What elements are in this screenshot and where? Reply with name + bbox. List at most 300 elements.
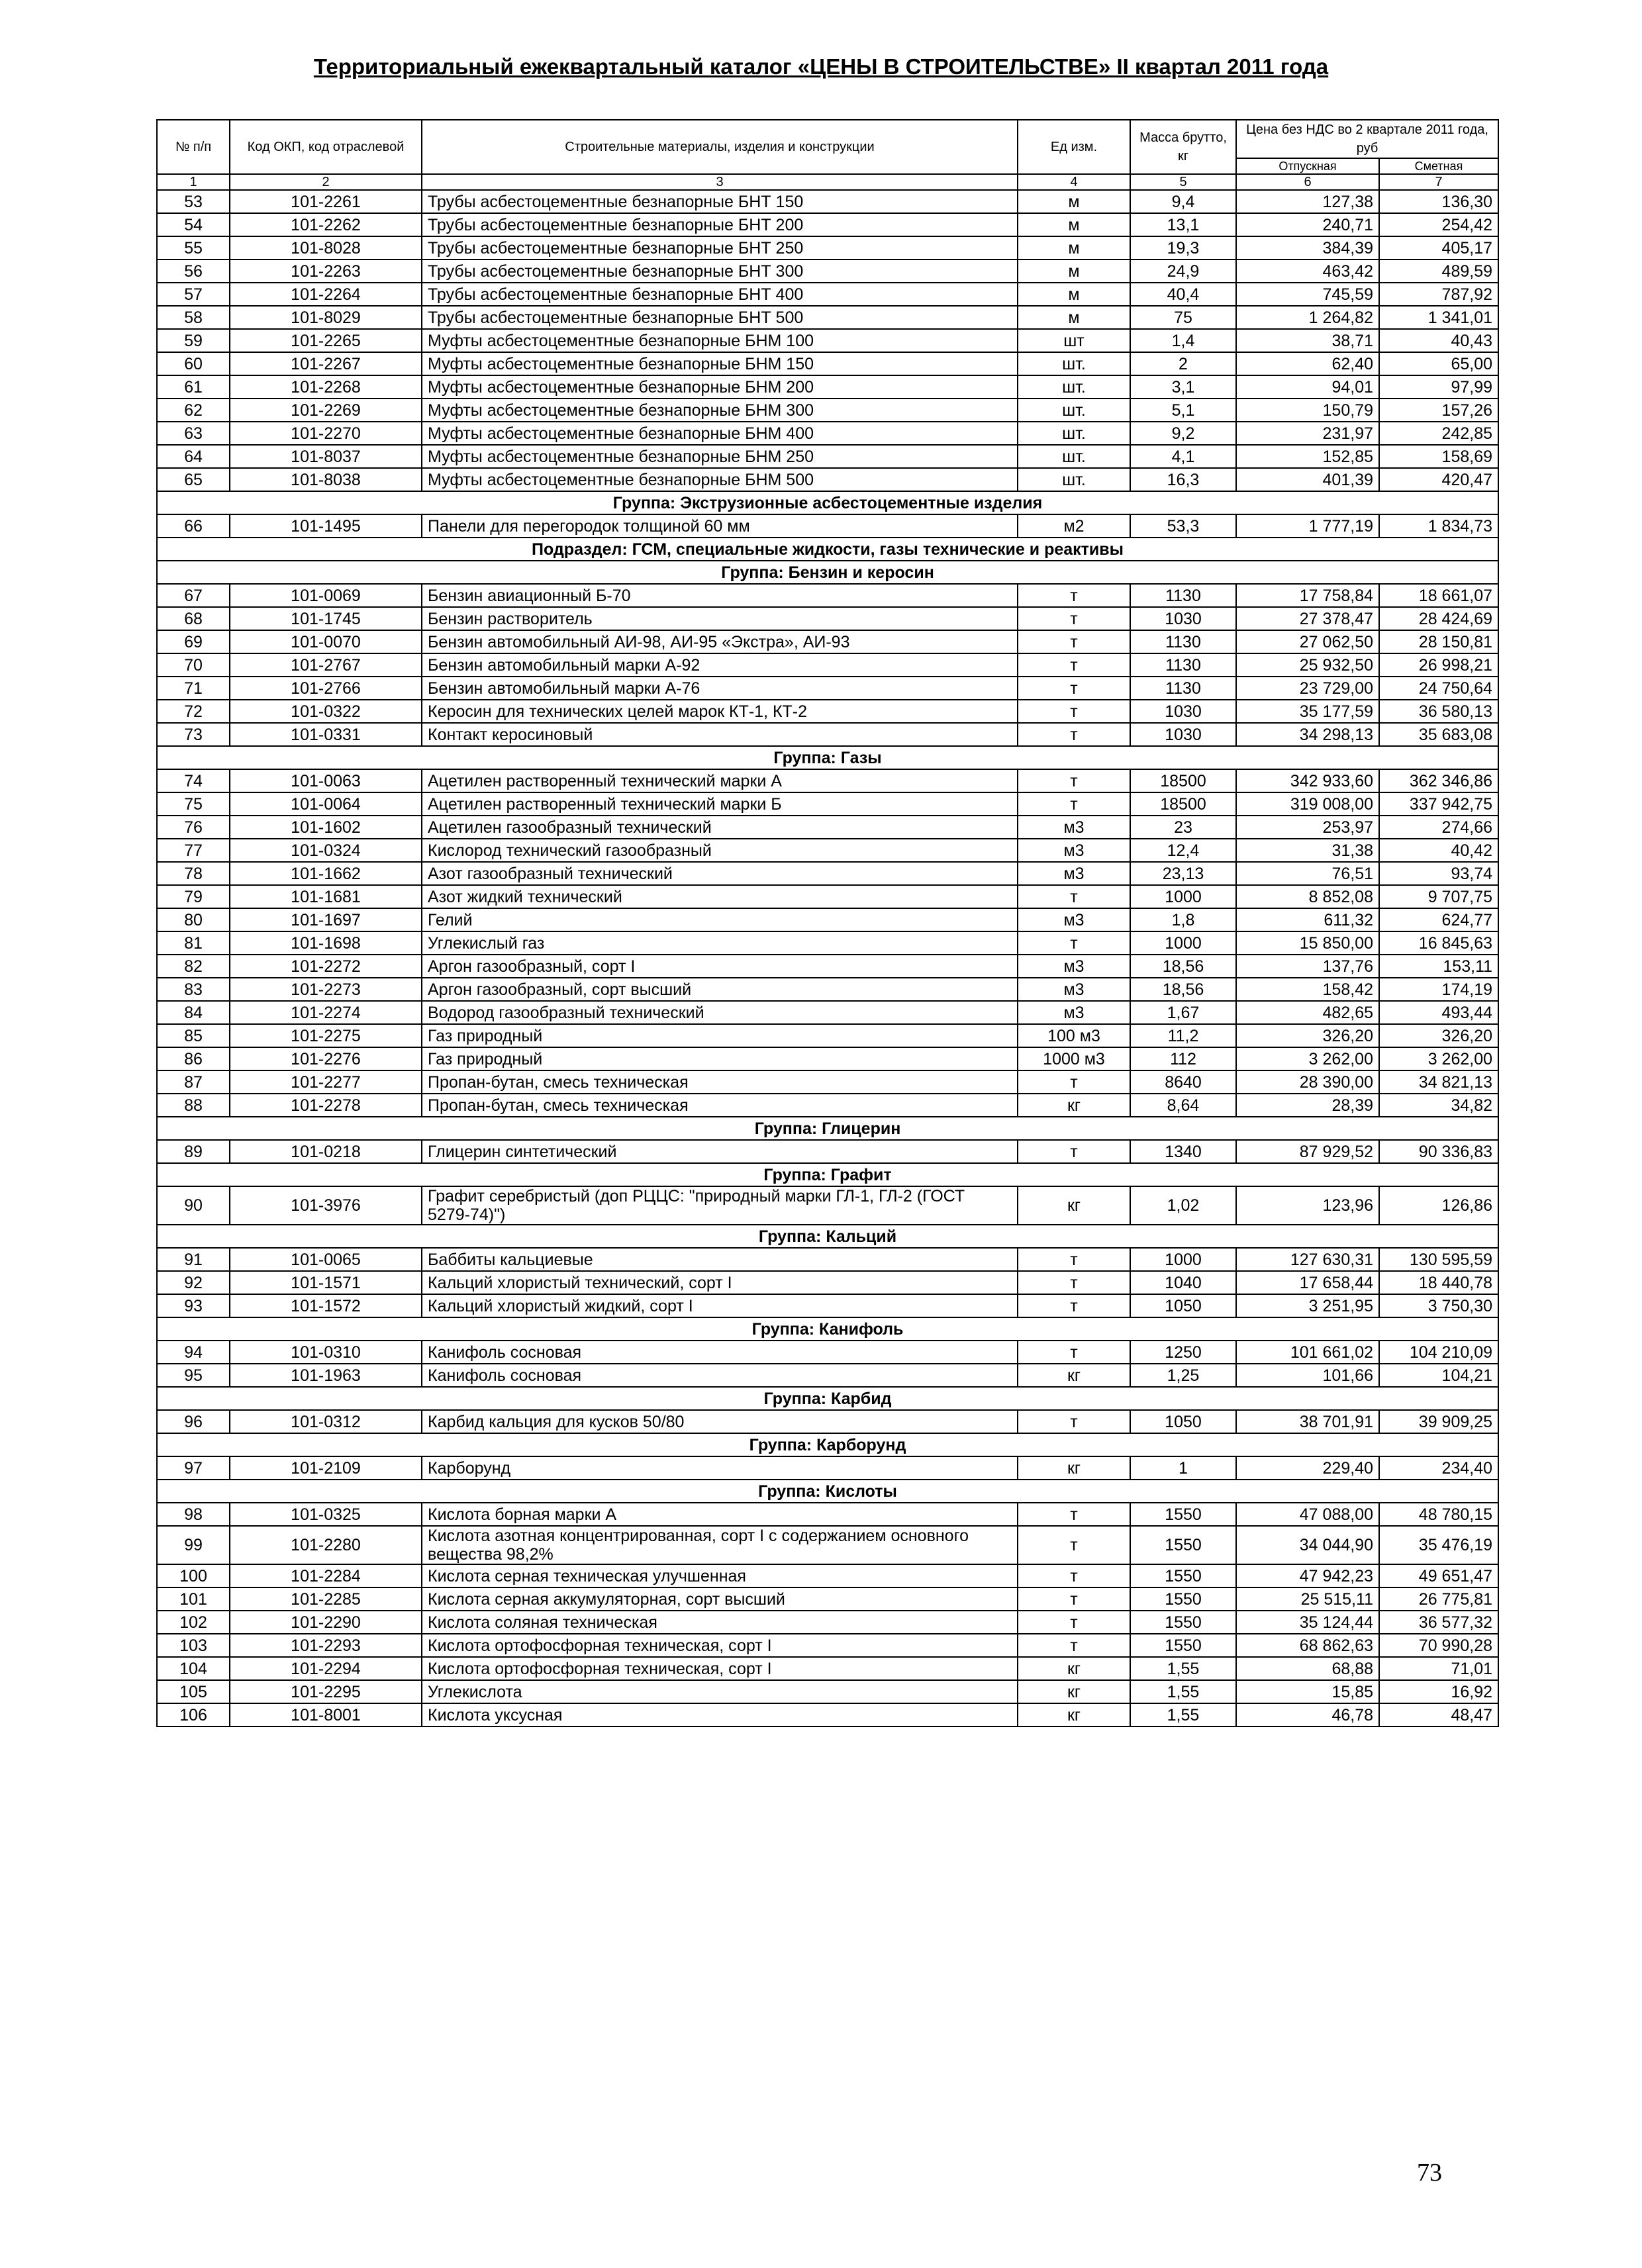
unit-cell: т bbox=[1018, 630, 1130, 653]
row-number-cell: 94 bbox=[157, 1341, 230, 1364]
okp-code-cell: 101-1698 bbox=[230, 931, 422, 955]
okp-code-cell: 101-1571 bbox=[230, 1271, 422, 1294]
gross-mass-cell: 53,3 bbox=[1130, 514, 1236, 538]
group-heading: Группа: Карборунд bbox=[157, 1433, 1498, 1456]
estimate-price-cell: 48,47 bbox=[1379, 1703, 1498, 1726]
material-name-cell: Канифоль сосновая bbox=[422, 1364, 1018, 1387]
unit-cell: кг bbox=[1018, 1456, 1130, 1480]
unit-cell: м3 bbox=[1018, 978, 1130, 1001]
material-name-cell: Углекислый газ bbox=[422, 931, 1018, 955]
row-number-cell: 102 bbox=[157, 1611, 230, 1634]
estimate-price-cell: 26 775,81 bbox=[1379, 1587, 1498, 1611]
okp-code-cell: 101-2290 bbox=[230, 1611, 422, 1634]
page-title: Территориальный ежеквартальный каталог «ЦЕНЫ В СТРОИТЕЛЬСТВЕ» II квартал 2011 года bbox=[313, 54, 1329, 79]
release-price-cell: 463,42 bbox=[1236, 260, 1379, 283]
gross-mass-cell: 12,4 bbox=[1130, 839, 1236, 862]
material-name-cell: Кислота уксусная bbox=[422, 1703, 1018, 1726]
unit-cell: т bbox=[1018, 1587, 1130, 1611]
unit-cell: м bbox=[1018, 190, 1130, 213]
estimate-price-cell: 126,86 bbox=[1379, 1186, 1498, 1225]
material-name-cell: Водород газообразный технический bbox=[422, 1001, 1018, 1024]
estimate-price-cell: 157,26 bbox=[1379, 399, 1498, 422]
gross-mass-cell: 18,56 bbox=[1130, 978, 1236, 1001]
group-heading: Группа: Экструзионные асбестоцементные изделия bbox=[157, 491, 1498, 514]
unit-cell: м bbox=[1018, 213, 1130, 236]
column-index: 6 bbox=[1236, 174, 1379, 190]
gross-mass-cell: 11,2 bbox=[1130, 1024, 1236, 1047]
gross-mass-cell: 23 bbox=[1130, 816, 1236, 839]
row-number-cell: 63 bbox=[157, 422, 230, 445]
okp-code-cell: 101-0322 bbox=[230, 700, 422, 723]
unit-cell: т bbox=[1018, 792, 1130, 816]
estimate-price-cell: 35 476,19 bbox=[1379, 1526, 1498, 1564]
gross-mass-cell: 1030 bbox=[1130, 607, 1236, 630]
material-name-cell: Баббиты кальциевые bbox=[422, 1248, 1018, 1271]
release-price-cell: 384,39 bbox=[1236, 236, 1379, 260]
okp-code-cell: 101-0070 bbox=[230, 630, 422, 653]
row-number-cell: 66 bbox=[157, 514, 230, 538]
release-price-cell: 25 932,50 bbox=[1236, 653, 1379, 677]
group-heading-row bbox=[157, 1117, 1498, 1140]
row-number-cell: 89 bbox=[157, 1140, 230, 1163]
table-row bbox=[157, 1140, 1498, 1163]
estimate-price-cell: 136,30 bbox=[1379, 190, 1498, 213]
material-name-cell: Кислота серная техническая улучшенная bbox=[422, 1564, 1018, 1587]
material-name-cell: Кислород технический газообразный bbox=[422, 839, 1018, 862]
gross-mass-cell: 1130 bbox=[1130, 653, 1236, 677]
release-price-cell: 31,38 bbox=[1236, 839, 1379, 862]
okp-code-cell: 101-3976 bbox=[230, 1186, 422, 1225]
estimate-price-cell: 24 750,64 bbox=[1379, 677, 1498, 700]
gross-mass-cell: 112 bbox=[1130, 1047, 1236, 1070]
table-row bbox=[157, 1070, 1498, 1094]
okp-code-cell: 101-2285 bbox=[230, 1587, 422, 1611]
table-row bbox=[157, 260, 1498, 283]
table-row bbox=[157, 1186, 1498, 1225]
release-price-cell: 240,71 bbox=[1236, 213, 1379, 236]
okp-code-cell: 101-0312 bbox=[230, 1410, 422, 1433]
release-price-cell: 101 661,02 bbox=[1236, 1341, 1379, 1364]
table-row bbox=[157, 978, 1498, 1001]
row-number-cell: 105 bbox=[157, 1680, 230, 1703]
table-row bbox=[157, 329, 1498, 352]
table-row bbox=[157, 1248, 1498, 1271]
col-header-estimate-price: Сметная bbox=[1379, 158, 1498, 174]
unit-cell: м3 bbox=[1018, 862, 1130, 885]
group-heading-row bbox=[157, 1317, 1498, 1341]
gross-mass-cell: 1550 bbox=[1130, 1611, 1236, 1634]
unit-cell: т bbox=[1018, 1564, 1130, 1587]
row-number-cell: 68 bbox=[157, 607, 230, 630]
row-number-cell: 80 bbox=[157, 908, 230, 931]
unit-cell: т bbox=[1018, 1341, 1130, 1364]
unit-cell: кг bbox=[1018, 1094, 1130, 1117]
okp-code-cell: 101-2264 bbox=[230, 283, 422, 306]
row-number-cell: 100 bbox=[157, 1564, 230, 1587]
row-number-cell: 101 bbox=[157, 1587, 230, 1611]
unit-cell: т bbox=[1018, 1503, 1130, 1526]
unit-cell: м3 bbox=[1018, 1001, 1130, 1024]
material-name-cell: Ацетилен газообразный технический bbox=[422, 816, 1018, 839]
material-name-cell: Кислота азотная концентрированная, сорт I с содержанием основного вещества 98,2% bbox=[422, 1526, 1018, 1564]
row-number-cell: 98 bbox=[157, 1503, 230, 1526]
unit-cell: шт. bbox=[1018, 445, 1130, 468]
gross-mass-cell: 1340 bbox=[1130, 1140, 1236, 1163]
estimate-price-cell: 362 346,86 bbox=[1379, 769, 1498, 792]
row-number-cell: 85 bbox=[157, 1024, 230, 1047]
okp-code-cell: 101-2295 bbox=[230, 1680, 422, 1703]
estimate-price-cell: 174,19 bbox=[1379, 978, 1498, 1001]
estimate-price-cell: 3 262,00 bbox=[1379, 1047, 1498, 1070]
estimate-price-cell: 28 150,81 bbox=[1379, 630, 1498, 653]
material-name-cell: Трубы асбестоцементные безнапорные БНТ 200 bbox=[422, 213, 1018, 236]
material-name-cell: Панели для перегородок толщиной 60 мм bbox=[422, 514, 1018, 538]
estimate-price-cell: 153,11 bbox=[1379, 955, 1498, 978]
estimate-price-cell: 337 942,75 bbox=[1379, 792, 1498, 816]
row-number-cell: 91 bbox=[157, 1248, 230, 1271]
unit-cell: т bbox=[1018, 1410, 1130, 1433]
release-price-cell: 38,71 bbox=[1236, 329, 1379, 352]
column-index: 5 bbox=[1130, 174, 1236, 190]
okp-code-cell: 101-0063 bbox=[230, 769, 422, 792]
estimate-price-cell: 158,69 bbox=[1379, 445, 1498, 468]
table-row bbox=[157, 1564, 1498, 1587]
release-price-cell: 34 298,13 bbox=[1236, 723, 1379, 746]
column-index: 2 bbox=[230, 174, 422, 190]
gross-mass-cell: 40,4 bbox=[1130, 283, 1236, 306]
group-heading: Группа: Газы bbox=[157, 746, 1498, 769]
estimate-price-cell: 420,47 bbox=[1379, 468, 1498, 491]
gross-mass-cell: 18500 bbox=[1130, 769, 1236, 792]
okp-code-cell: 101-0069 bbox=[230, 584, 422, 607]
estimate-price-cell: 242,85 bbox=[1379, 422, 1498, 445]
okp-code-cell: 101-2261 bbox=[230, 190, 422, 213]
unit-cell: т bbox=[1018, 931, 1130, 955]
unit-cell: шт bbox=[1018, 329, 1130, 352]
row-number-cell: 75 bbox=[157, 792, 230, 816]
gross-mass-cell: 1050 bbox=[1130, 1410, 1236, 1433]
release-price-cell: 3 251,95 bbox=[1236, 1294, 1379, 1317]
unit-cell: т bbox=[1018, 885, 1130, 908]
row-number-cell: 82 bbox=[157, 955, 230, 978]
okp-code-cell: 101-0325 bbox=[230, 1503, 422, 1526]
table-row bbox=[157, 514, 1498, 538]
okp-code-cell: 101-1681 bbox=[230, 885, 422, 908]
row-number-cell: 74 bbox=[157, 769, 230, 792]
unit-cell: т bbox=[1018, 1070, 1130, 1094]
estimate-price-cell: 36 580,13 bbox=[1379, 700, 1498, 723]
release-price-cell: 46,78 bbox=[1236, 1703, 1379, 1726]
okp-code-cell: 101-0324 bbox=[230, 839, 422, 862]
release-price-cell: 1 264,82 bbox=[1236, 306, 1379, 329]
unit-cell: м bbox=[1018, 306, 1130, 329]
release-price-cell: 127,38 bbox=[1236, 190, 1379, 213]
unit-cell: т bbox=[1018, 700, 1130, 723]
material-name-cell: Бензин автомобильный АИ-98, АИ-95 «Экстра», АИ-93 bbox=[422, 630, 1018, 653]
okp-code-cell: 101-2766 bbox=[230, 677, 422, 700]
material-name-cell: Муфты асбестоцементные безнапорные БНМ 250 bbox=[422, 445, 1018, 468]
release-price-cell: 17 758,84 bbox=[1236, 584, 1379, 607]
release-price-cell: 17 658,44 bbox=[1236, 1271, 1379, 1294]
okp-code-cell: 101-2268 bbox=[230, 375, 422, 399]
okp-code-cell: 101-2280 bbox=[230, 1526, 422, 1564]
estimate-price-cell: 274,66 bbox=[1379, 816, 1498, 839]
column-index-row bbox=[157, 174, 1498, 190]
material-name-cell: Азот газообразный технический bbox=[422, 862, 1018, 885]
estimate-price-cell: 36 577,32 bbox=[1379, 1611, 1498, 1634]
table-row bbox=[157, 1024, 1498, 1047]
subsection-heading: Подраздел: ГСМ, специальные жидкости, газы технические и реактивы bbox=[157, 538, 1498, 561]
table-row bbox=[157, 1271, 1498, 1294]
gross-mass-cell: 1,55 bbox=[1130, 1680, 1236, 1703]
unit-cell: т bbox=[1018, 723, 1130, 746]
gross-mass-cell: 75 bbox=[1130, 306, 1236, 329]
table-row bbox=[157, 1703, 1498, 1726]
row-number-cell: 90 bbox=[157, 1186, 230, 1225]
gross-mass-cell: 2 bbox=[1130, 352, 1236, 375]
okp-code-cell: 101-2767 bbox=[230, 653, 422, 677]
estimate-price-cell: 71,01 bbox=[1379, 1657, 1498, 1680]
unit-cell: кг bbox=[1018, 1657, 1130, 1680]
group-heading-row bbox=[157, 1387, 1498, 1410]
gross-mass-cell: 18,56 bbox=[1130, 955, 1236, 978]
row-number-cell: 55 bbox=[157, 236, 230, 260]
okp-code-cell: 101-8001 bbox=[230, 1703, 422, 1726]
unit-cell: кг bbox=[1018, 1680, 1130, 1703]
gross-mass-cell: 1 bbox=[1130, 1456, 1236, 1480]
table-row bbox=[157, 1634, 1498, 1657]
unit-cell: м bbox=[1018, 283, 1130, 306]
group-heading-row bbox=[157, 1163, 1498, 1186]
estimate-price-cell: 16 845,63 bbox=[1379, 931, 1498, 955]
material-name-cell: Графит серебристый (доп РЦЦС: "природный марки ГЛ-1, ГЛ-2 (ГОСТ 5279-74)") bbox=[422, 1186, 1018, 1225]
table-row bbox=[157, 584, 1498, 607]
group-heading: Группа: Графит bbox=[157, 1163, 1498, 1186]
release-price-cell: 342 933,60 bbox=[1236, 769, 1379, 792]
estimate-price-cell: 49 651,47 bbox=[1379, 1564, 1498, 1587]
col-header-release-price: Отпускная bbox=[1236, 158, 1379, 174]
gross-mass-cell: 24,9 bbox=[1130, 260, 1236, 283]
okp-code-cell: 101-8038 bbox=[230, 468, 422, 491]
row-number-cell: 92 bbox=[157, 1271, 230, 1294]
table-row bbox=[157, 1410, 1498, 1433]
unit-cell: м bbox=[1018, 260, 1130, 283]
unit-cell: т bbox=[1018, 584, 1130, 607]
table-row bbox=[157, 399, 1498, 422]
estimate-price-cell: 35 683,08 bbox=[1379, 723, 1498, 746]
material-name-cell: Муфты асбестоцементные безнапорные БНМ 100 bbox=[422, 329, 1018, 352]
material-name-cell: Карборунд bbox=[422, 1456, 1018, 1480]
release-price-cell: 35 124,44 bbox=[1236, 1611, 1379, 1634]
unit-cell: шт. bbox=[1018, 468, 1130, 491]
material-name-cell: Бензин растворитель bbox=[422, 607, 1018, 630]
release-price-cell: 23 729,00 bbox=[1236, 677, 1379, 700]
table-row bbox=[157, 1364, 1498, 1387]
release-price-cell: 745,59 bbox=[1236, 283, 1379, 306]
table-row bbox=[157, 1526, 1498, 1564]
release-price-cell: 326,20 bbox=[1236, 1024, 1379, 1047]
row-number-cell: 83 bbox=[157, 978, 230, 1001]
release-price-cell: 137,76 bbox=[1236, 955, 1379, 978]
okp-code-cell: 101-1495 bbox=[230, 514, 422, 538]
release-price-cell: 62,40 bbox=[1236, 352, 1379, 375]
table-row bbox=[157, 630, 1498, 653]
table-row bbox=[157, 955, 1498, 978]
release-price-cell: 150,79 bbox=[1236, 399, 1379, 422]
row-number-cell: 78 bbox=[157, 862, 230, 885]
release-price-cell: 15 850,00 bbox=[1236, 931, 1379, 955]
gross-mass-cell: 19,3 bbox=[1130, 236, 1236, 260]
release-price-cell: 229,40 bbox=[1236, 1456, 1379, 1480]
estimate-price-cell: 16,92 bbox=[1379, 1680, 1498, 1703]
row-number-cell: 71 bbox=[157, 677, 230, 700]
gross-mass-cell: 1250 bbox=[1130, 1341, 1236, 1364]
gross-mass-cell: 9,2 bbox=[1130, 422, 1236, 445]
gross-mass-cell: 8640 bbox=[1130, 1070, 1236, 1094]
release-price-cell: 34 044,90 bbox=[1236, 1526, 1379, 1564]
unit-cell: 1000 м3 bbox=[1018, 1047, 1130, 1070]
row-number-cell: 99 bbox=[157, 1526, 230, 1564]
column-index: 3 bbox=[422, 174, 1018, 190]
release-price-cell: 15,85 bbox=[1236, 1680, 1379, 1703]
okp-code-cell: 101-2272 bbox=[230, 955, 422, 978]
unit-cell: т bbox=[1018, 1526, 1130, 1564]
estimate-price-cell: 18 440,78 bbox=[1379, 1271, 1498, 1294]
row-number-cell: 87 bbox=[157, 1070, 230, 1094]
price-table bbox=[156, 119, 1499, 1727]
table-row bbox=[157, 352, 1498, 375]
table-row bbox=[157, 723, 1498, 746]
estimate-price-cell: 34 821,13 bbox=[1379, 1070, 1498, 1094]
material-name-cell: Газ природный bbox=[422, 1047, 1018, 1070]
gross-mass-cell: 5,1 bbox=[1130, 399, 1236, 422]
estimate-price-cell: 1 834,73 bbox=[1379, 514, 1498, 538]
okp-code-cell: 101-2275 bbox=[230, 1024, 422, 1047]
unit-cell: т bbox=[1018, 653, 1130, 677]
row-number-cell: 86 bbox=[157, 1047, 230, 1070]
table-row bbox=[157, 885, 1498, 908]
estimate-price-cell: 130 595,59 bbox=[1379, 1248, 1498, 1271]
table-row bbox=[157, 677, 1498, 700]
unit-cell: м2 bbox=[1018, 514, 1130, 538]
okp-code-cell: 101-2267 bbox=[230, 352, 422, 375]
estimate-price-cell: 254,42 bbox=[1379, 213, 1498, 236]
table-row bbox=[157, 1294, 1498, 1317]
material-name-cell: Азот жидкий технический bbox=[422, 885, 1018, 908]
release-price-cell: 231,97 bbox=[1236, 422, 1379, 445]
unit-cell: м3 bbox=[1018, 908, 1130, 931]
estimate-price-cell: 90 336,83 bbox=[1379, 1140, 1498, 1163]
material-name-cell: Глицерин синтетический bbox=[422, 1140, 1018, 1163]
gross-mass-cell: 1130 bbox=[1130, 584, 1236, 607]
release-price-cell: 28 390,00 bbox=[1236, 1070, 1379, 1094]
estimate-price-cell: 70 990,28 bbox=[1379, 1634, 1498, 1657]
estimate-price-cell: 9 707,75 bbox=[1379, 885, 1498, 908]
estimate-price-cell: 40,42 bbox=[1379, 839, 1498, 862]
material-name-cell: Муфты асбестоцементные безнапорные БНМ 300 bbox=[422, 399, 1018, 422]
release-price-cell: 27 062,50 bbox=[1236, 630, 1379, 653]
estimate-price-cell: 40,43 bbox=[1379, 329, 1498, 352]
material-name-cell: Муфты асбестоцементные безнапорные БНМ 400 bbox=[422, 422, 1018, 445]
gross-mass-cell: 1050 bbox=[1130, 1294, 1236, 1317]
okp-code-cell: 101-2294 bbox=[230, 1657, 422, 1680]
group-heading-row bbox=[157, 1433, 1498, 1456]
material-name-cell: Керосин для технических целей марок КТ-1, КТ-2 bbox=[422, 700, 1018, 723]
estimate-price-cell: 34,82 bbox=[1379, 1094, 1498, 1117]
okp-code-cell: 101-2273 bbox=[230, 978, 422, 1001]
table-row bbox=[157, 769, 1498, 792]
row-number-cell: 88 bbox=[157, 1094, 230, 1117]
unit-cell: шт. bbox=[1018, 352, 1130, 375]
material-name-cell: Кислота соляная техническая bbox=[422, 1611, 1018, 1634]
okp-code-cell: 101-2263 bbox=[230, 260, 422, 283]
group-heading: Группа: Кислоты bbox=[157, 1480, 1498, 1503]
unit-cell: т bbox=[1018, 1248, 1130, 1271]
material-name-cell: Газ природный bbox=[422, 1024, 1018, 1047]
page-number: 73 bbox=[1417, 2159, 1442, 2187]
okp-code-cell: 101-0065 bbox=[230, 1248, 422, 1271]
group-heading: Группа: Канифоль bbox=[157, 1317, 1498, 1341]
column-index: 4 bbox=[1018, 174, 1130, 190]
okp-code-cell: 101-2269 bbox=[230, 399, 422, 422]
row-number-cell: 104 bbox=[157, 1657, 230, 1680]
gross-mass-cell: 1550 bbox=[1130, 1503, 1236, 1526]
table-row bbox=[157, 839, 1498, 862]
okp-code-cell: 101-1602 bbox=[230, 816, 422, 839]
material-name-cell: Трубы асбестоцементные безнапорные БНТ 250 bbox=[422, 236, 1018, 260]
gross-mass-cell: 1550 bbox=[1130, 1634, 1236, 1657]
release-price-cell: 76,51 bbox=[1236, 862, 1379, 885]
estimate-price-cell: 65,00 bbox=[1379, 352, 1498, 375]
estimate-price-cell: 1 341,01 bbox=[1379, 306, 1498, 329]
table-row bbox=[157, 816, 1498, 839]
estimate-price-cell: 3 750,30 bbox=[1379, 1294, 1498, 1317]
table-row bbox=[157, 306, 1498, 329]
table-row bbox=[157, 1001, 1498, 1024]
gross-mass-cell: 1,67 bbox=[1130, 1001, 1236, 1024]
estimate-price-cell: 26 998,21 bbox=[1379, 653, 1498, 677]
gross-mass-cell: 1550 bbox=[1130, 1564, 1236, 1587]
material-name-cell: Кислота ортофосфорная техническая, сорт I bbox=[422, 1634, 1018, 1657]
unit-cell: 100 м3 bbox=[1018, 1024, 1130, 1047]
row-number-cell: 65 bbox=[157, 468, 230, 491]
group-heading-row bbox=[157, 491, 1498, 514]
release-price-cell: 68,88 bbox=[1236, 1657, 1379, 1680]
unit-cell: м3 bbox=[1018, 816, 1130, 839]
gross-mass-cell: 1,8 bbox=[1130, 908, 1236, 931]
gross-mass-cell: 1550 bbox=[1130, 1587, 1236, 1611]
material-name-cell: Аргон газообразный, сорт высший bbox=[422, 978, 1018, 1001]
release-price-cell: 158,42 bbox=[1236, 978, 1379, 1001]
unit-cell: т bbox=[1018, 1140, 1130, 1163]
release-price-cell: 27 378,47 bbox=[1236, 607, 1379, 630]
unit-cell: т bbox=[1018, 1294, 1130, 1317]
release-price-cell: 38 701,91 bbox=[1236, 1410, 1379, 1433]
gross-mass-cell: 18500 bbox=[1130, 792, 1236, 816]
group-heading: Группа: Карбид bbox=[157, 1387, 1498, 1410]
okp-code-cell: 101-2278 bbox=[230, 1094, 422, 1117]
okp-code-cell: 101-1572 bbox=[230, 1294, 422, 1317]
okp-code-cell: 101-0331 bbox=[230, 723, 422, 746]
okp-code-cell: 101-0310 bbox=[230, 1341, 422, 1364]
release-price-cell: 611,32 bbox=[1236, 908, 1379, 931]
row-number-cell: 73 bbox=[157, 723, 230, 746]
gross-mass-cell: 1000 bbox=[1130, 1248, 1236, 1271]
unit-cell: шт. bbox=[1018, 399, 1130, 422]
row-number-cell: 60 bbox=[157, 352, 230, 375]
group-heading: Группа: Кальций bbox=[157, 1225, 1498, 1248]
material-name-cell: Кислота ортофосфорная техническая, сорт I bbox=[422, 1657, 1018, 1680]
